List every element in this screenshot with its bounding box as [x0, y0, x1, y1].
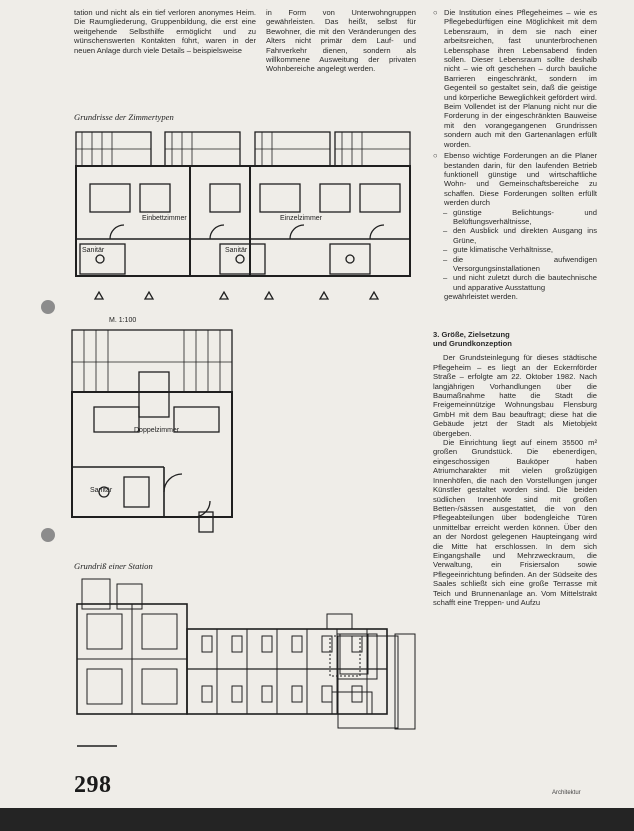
bullet-ring-icon: ○ [433, 8, 438, 17]
label-double-room: Doppelzimmer [134, 427, 180, 434]
page-number: 298 [74, 772, 112, 798]
dash-icon: – [443, 207, 448, 217]
sub-item-2 [433, 226, 597, 245]
sub-item-3-text: gute klimatische Verhältnisse, [453, 245, 554, 255]
sub-item-1 [433, 208, 597, 227]
label-scale: M. 1:100 [109, 317, 137, 324]
sub-item-5-text: und nicht zuletzt durch die bautechnische und apparative Ausstattung [453, 273, 597, 292]
bullet-item-2 [433, 151, 597, 207]
caption-room-types: Grundrisse der Zimmertypen [74, 112, 174, 122]
section-heading-line-2: und Grundkonzeption [433, 339, 512, 348]
middle-top-paragraph: in Form von Unterwohngruppen gewährleisten. Das heißt, selbst für Bewohner, die mit den Veränderungen des Alters nicht primär dem Lauf- und Fahrverkehr dienen, sondern als willkommene Ausweitung der privaten Wohnbereiche angelegt werden. [266, 8, 416, 74]
sub-item-3 [433, 245, 597, 254]
label-sanitary-a: Sanitär [82, 247, 105, 254]
label-sanitary-c: Sanitär [90, 487, 113, 494]
sub-item-4 [433, 255, 597, 274]
label-single-room-a: Einbettzimmer [142, 215, 187, 222]
right-text-column [433, 8, 597, 607]
sub-item-2-text: den Ausblick und direkten Ausgang ins Grüne, [453, 226, 597, 245]
sub-item-5 [433, 273, 597, 292]
section-heading [433, 330, 597, 349]
middle-top-text-column [266, 8, 416, 74]
section-paragraph-2: Die Einrichtung liegt auf einem 35500 m² großen Grundstück. Die ebenerdigen, eingeschossigen Bauköper haben Atriumcharakter mit vielen großzügigen Innenhöfen, die nach den Vorstellungen junger Künstler gestaltet worden sind. Die beiden südlichen Innenhöfe sind mit großen Betten-/sässen ausgestattet, die von den Pflegeabteilungen über bodengleiche Türen unmittelbar erreicht werden können. Über den an der Nordost gelegenen Haupteingang wird die Mitte hat erschlossen. In dem sich Eingangshalle und Mehrzweckraum, die Verwaltung, ein Frisiersalon sowie Pflegeeinrichtung befinden. An der Südseite des Saales schließt sich eine große Terrasse mit Teich und Brunnenanlage an. Vom Mittelstrakt schafft eine Treppen- und Aufzu [433, 438, 597, 607]
binder-hole-top [41, 300, 55, 314]
caption-station: Grundriß einer Station [74, 561, 153, 571]
left-top-text-column [74, 8, 256, 55]
section-heading-line-1: 3. Größe, Zielsetzung [433, 329, 510, 339]
bullet-item-2-outro: gewährleistet werden. [444, 292, 518, 302]
bullet-item-1-text: Die Institution eines Pflegeheimes – wie es Pflegebedürftigen eine Möglichkeit mit dem Lebensraum, in dem sie nach einer arbeitsreichen, fast ununterbrochenen Lebensphase ihren Lebensabend finden sollen. Dieser Lebensraum sollte deshalb nicht – wie oft geschehen – durch bauliche Barrieren eingeschränkt, sondern im Gegenteil so gestaltet sein, daß die geistige und körperliche Beweglichkeit gefördert wird. Beim Vollendet ist der Planung nicht nur die Forderung in der eingeschränkten Bauweise mit den vorangegangenen Grundrissen sondern auch mit den Gartenanlagen erfüllt worden. [444, 8, 597, 149]
section-paragraph-1: Der Grundsteinlegung für dieses städtische Pflegeheim – es liegt an der Eckernförder Straße – erfolgte am 22. Oktober 1982. Nach langjährigen Vorhandlungen über die Baumaßnahme hatte die Stadt die Freigemeinnützige Wohnungsbau Flensburg GmbH mit dem Bau beauftragt; diese hat die Gebäude jetzt der Stadt als Mietobjekt übergeben. [433, 353, 597, 438]
dash-icon: – [443, 226, 448, 236]
station-floor-plan [72, 574, 422, 754]
dash-icon: – [443, 245, 448, 255]
bullet-item-1 [433, 8, 597, 149]
scan-edge-band [0, 808, 634, 831]
bullet-item-2-intro: Ebenso wichtige Forderungen an die Planer bestanden darin, für den laufenden Betrieb funktionell günstige und wirtschaftliche Wohn- und Gemeinschaftsbereiche zu schaffen. Diese Forderungen sollten erfüllt werden durch [444, 151, 597, 208]
double-room-floor-plan [64, 312, 244, 540]
label-sanitary-b: Sanitär [225, 247, 248, 254]
binder-hole-bottom [41, 528, 55, 542]
label-single-room-b: Einzelzimmer [280, 215, 323, 222]
sub-item-1-text: günstige Belichtungs- und Belüftungsverhältnisse, [453, 207, 597, 226]
bullet-ring-icon: ○ [433, 151, 438, 161]
dash-icon: – [443, 273, 448, 283]
left-top-paragraph: tation und nicht als ein tief verloren anonymes Heim. Die Raumgliederung, Gruppenbildung, die erst eine weitgehende Selbsthilfe ermöglicht und zu wünschenswerten Kontakten führt, waren in der neuen Anlage durch viele Details – beispielsweise [74, 8, 256, 55]
room-types-floor-plan [70, 124, 420, 309]
sub-item-4-text: die aufwendigen Versorgungsinstallationen [453, 254, 597, 273]
footer-credit: Architektur [552, 790, 581, 796]
dash-icon: – [443, 254, 448, 264]
